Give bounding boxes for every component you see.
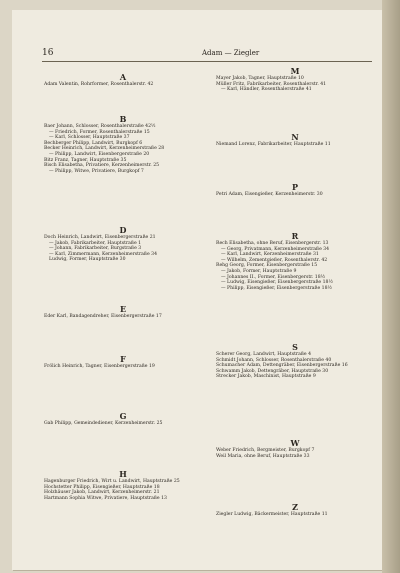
running-head: Adam — Ziegler [202, 49, 260, 57]
directory-entry: Baer Johann, Schlosser, Rosenthalerstraße 42½ [44, 124, 156, 129]
directory-entry: Bisch Elisabetha, Privatiere, Kerzenheimerstr. 25 [44, 163, 160, 169]
page-number: 16 [42, 48, 54, 58]
directory-entry: Ziegler Ludwig, Bäckermeister, Hauptstraße 11 [216, 512, 328, 517]
directory-entry: — Karl, Händler, Rosenthalerstraße 41 [221, 87, 312, 93]
directory-entry: — Jakob, Former, Hauptstraße 9 [221, 268, 297, 274]
directory-entry: Becker Heinrich, Landwirt, Kerzenheimerstraße 28 [44, 146, 165, 152]
header-rule [42, 61, 372, 62]
directory-entry: Mayer Jakob, Tagner, Hauptstraße 10 [216, 76, 304, 81]
directory-entry: — Jakob, Fabrikarbeiter, Hauptstraße 1 [49, 240, 142, 246]
directory-entry: — Wilhelm, Zementgießer, Rosenthalerstr. 42 [221, 257, 328, 263]
section-letter: G [119, 411, 127, 421]
section-w [216, 438, 374, 459]
directory-entry: Niemand Lorenz, Fabrikarbeiter, Hauptstraße 11 [216, 142, 331, 147]
section-a [44, 72, 202, 88]
directory-entry: Adam Valentin, Rohrformer, Rosenthalerstr. 42 [44, 82, 154, 87]
directory-entry: Petri Adam, Eisengießer, Kerzenheimerstr. 30 [216, 192, 323, 197]
directory-entry: — Karl, Schlosser, Hauptstraße 37 [49, 135, 130, 141]
directory-entry: Schumacher Adam, Dettengräber, Eisenbergerstraße 16 [216, 363, 348, 369]
section-b [44, 114, 202, 174]
section-letter: R [291, 231, 299, 241]
section-letter: E [119, 304, 127, 314]
section-letter: P [291, 182, 298, 192]
directory-entry: — Karl, Landwirt, Kerzenheimerstraße 31 [221, 252, 319, 258]
directory-entry: Scherer Georg, Landwirt, Hauptstraße 4 [216, 352, 312, 357]
directory-entry: Rech Elisabetha, ohne Beruf, Eisenbergerstr. 13 [216, 241, 329, 246]
section-letter: N [291, 132, 299, 142]
directory-entry: — Georg, Privatmann, Kerzenheimerstraße 34 [221, 246, 330, 252]
section-f [44, 354, 202, 370]
directory-entry: — Karl, Zimmermann, Kerzenheimerstraße 34 [49, 251, 157, 257]
directory-entry: Weil Maria, ohne Beruf, Hauptstraße 33 [216, 453, 310, 459]
directory-entry: Hochstetter Philipp, Eisengießer, Hauptstraße 18 [44, 484, 160, 490]
section-letter: A [119, 72, 127, 82]
directory-entry: Bitz Franz, Tagner, Hauptstraße 35 [44, 157, 127, 163]
section-m [216, 66, 374, 93]
directory-entry: — Philipp, Landwirt, Eisenbergerstraße 20 [49, 151, 150, 157]
section-letter: F [120, 354, 126, 364]
directory-entry: — Philipp, Eisengießer, Eisenbergerstraße 18½ [221, 285, 332, 291]
section-e [44, 304, 202, 320]
directory-entry: Ludwig, Former, Hauptstraße 30 [49, 257, 126, 263]
directory-entry: — Johann, Fabrikarbeiter, Burgstraße 3 [49, 246, 142, 252]
directory-entry: Gab Philipp, Gemeindediener, Kerzenheimerstr. 25 [44, 421, 163, 426]
section-letter: B [119, 114, 127, 124]
section-r [216, 231, 374, 291]
section-letter: W [290, 438, 300, 448]
directory-entry: Hagenburger Friedrich, Wirt u. Landwirt, Hauptstraße 25 [44, 479, 180, 484]
directory-entry: Frölich Heinrich, Tagner, Eisenbergerstraße 19 [44, 364, 155, 369]
section-s [216, 342, 374, 380]
directory-entry: Rehg Georg, Former, Eisenbergerstraße 15 [216, 263, 318, 269]
binding-edge [382, 0, 400, 573]
section-p [216, 182, 374, 198]
directory-entry: Müller Fritz, Fabrikarbeiter, Rosenthalerstr. 41 [216, 81, 327, 87]
directory-entry: Schwamm Jakob, Dettengräber, Hauptstraße 30 [216, 368, 329, 374]
page-header [42, 48, 372, 62]
directory-entry: — Friedrich, Former, Rosenthalerstraße 15 [49, 129, 150, 135]
section-letter: M [290, 66, 300, 76]
directory-entry: Holzhäuser Jakob, Landwirt, Kerzenheimerstr. 21 [44, 490, 160, 496]
directory-entry: Bechberger Philipp, Landwirt, Burgkopf 6 [44, 140, 143, 146]
section-g [44, 411, 202, 427]
directory-entry: — Philipp, Witwe, Privatiere, Burgkopf 7 [49, 168, 144, 174]
section-h [44, 469, 202, 501]
section-letter: Z [292, 502, 298, 512]
section-letter: S [292, 342, 298, 352]
section-z [216, 502, 374, 518]
directory-entry: Schmidt Johann, Schlosser, Rosenthalerstraße 40 [216, 357, 332, 363]
directory-entry: — Johannes II., Former, Eisenbergerstr. 18½ [221, 274, 326, 280]
directory-page [12, 10, 382, 570]
directory-entry: — Ludwig, Eisengießer, Eisenbergerstraße 18½ [221, 280, 333, 286]
section-d [44, 225, 202, 263]
directory-entry: Weber Friedrich, Bergmeister, Burgkopf 7 [216, 448, 315, 453]
directory-entry: Hartmann Sophia Witwe, Privatiere, Hauptstraße 13 [44, 495, 167, 501]
section-n [216, 132, 374, 148]
section-letter: H [119, 469, 127, 479]
directory-entry: Eder Karl, Bandagendreher, Eisenbergerstraße 17 [44, 314, 162, 319]
directory-entry: Doch Heinrich, Landwirt, Eisenbergerstraße 21 [44, 235, 156, 240]
section-letter: D [119, 225, 127, 235]
directory-entry: Strecker Jakob, Maschinist, Hauptstraße 9 [216, 374, 316, 380]
